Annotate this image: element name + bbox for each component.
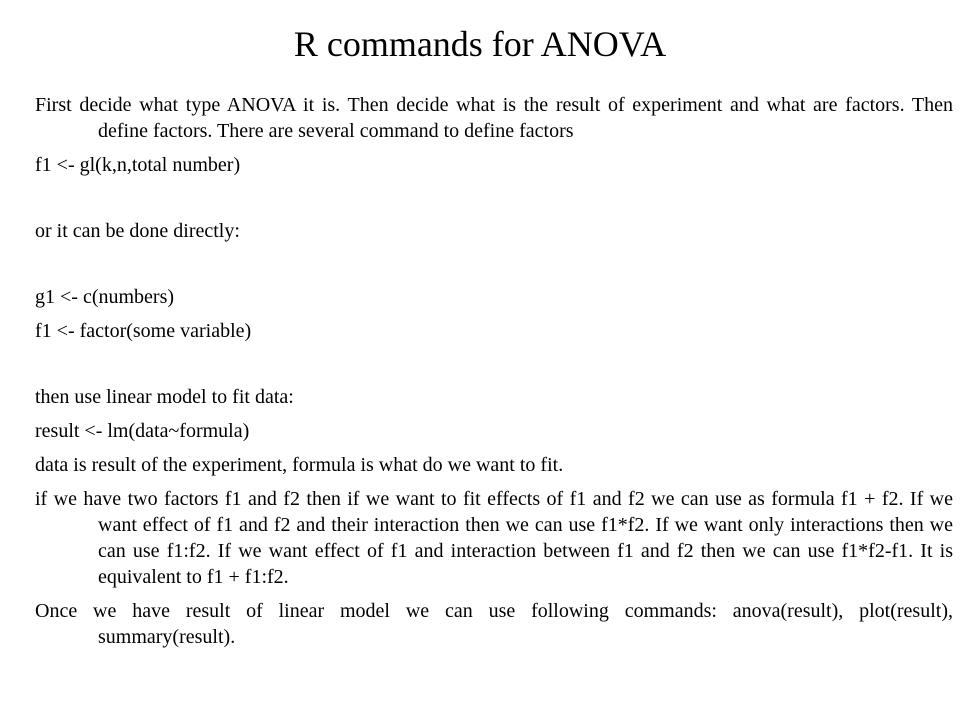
paragraph-once: Once we have result of linear model we can use following commands: anova(result), plot(result), summary(result).	[35, 600, 953, 648]
paragraph-intro: First decide what type ANOVA it is. Then decide what is the result of experiment and what are factors. Then define factors. There are several command to define factors	[35, 94, 953, 142]
paragraph-lm-command: result <- lm(data~formula)	[35, 420, 250, 442]
slide-title: R commands for ANOVA	[293, 24, 667, 64]
paragraph-gl-command: f1 <- gl(k,n,total number)	[35, 154, 241, 176]
paragraph-c-command: g1 <- c(numbers)	[35, 286, 175, 308]
paragraph-lm-intro: then use linear model to fit data:	[35, 386, 294, 408]
paragraph-direct: or it can be done directly:	[35, 220, 240, 242]
paragraph-two-factors: if we have two factors f1 and f2 then if we want to fit effects of f1 and f2 we can use as formula f1 + f2. If we want effect of f1 and f2 and their interaction then we can use f1*f2. If we want only interactions then we can use f1:f2. If we want effect of f1 and interaction between f1 and f2 then we can use f1*f2-f1. It is equivalent to f1 + f1:f2.	[35, 488, 953, 588]
paragraph-factor-command: f1 <- factor(some variable)	[35, 320, 252, 342]
slide-body	[35, 92, 953, 650]
paragraph-lm-explain: data is result of the experiment, formula is what do we want to fit.	[35, 454, 564, 476]
